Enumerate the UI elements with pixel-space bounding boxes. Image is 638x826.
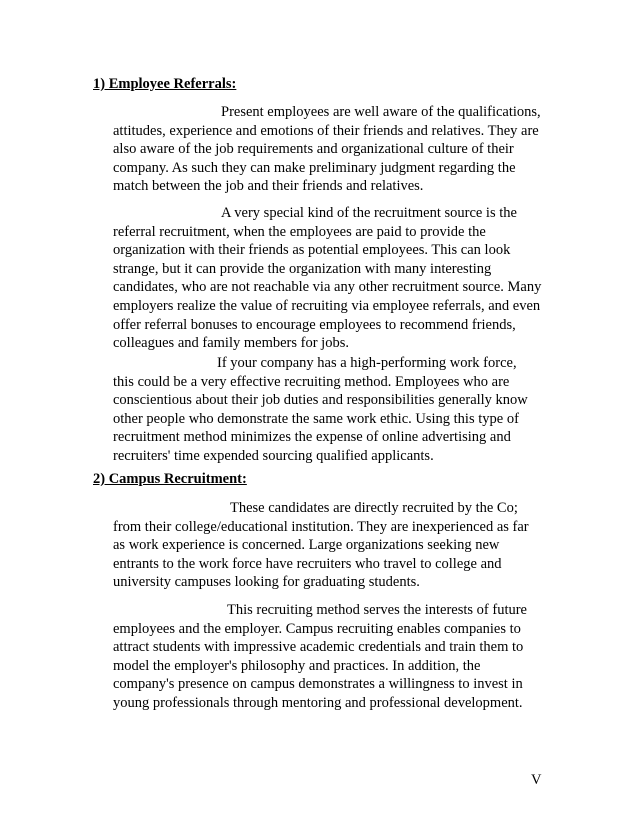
paragraph-campus-method — [113, 601, 553, 713]
text-line: If your company has a high-performing work force, — [217, 355, 517, 371]
text-line: recruitment method minimizes the expense of online advertising and — [113, 429, 511, 446]
text-line: These candidates are directly recruited by the Co; — [230, 500, 518, 516]
text-line: model the employer's philosophy and practices. In addition, the — [113, 657, 481, 674]
text-line: match between the job and their friends and relatives. — [113, 178, 424, 195]
paragraph-referral-recruitment — [113, 204, 553, 353]
paragraph-referrals-awareness — [113, 103, 553, 196]
text-line: This recruiting method serves the interests of future — [227, 602, 527, 618]
text-line: as work experience is concerned. Large organizations seeking new — [113, 537, 500, 554]
text-line: also aware of the job requirements and organizational culture of their — [113, 141, 514, 158]
text-line: candidates, who are not reachable via any other recruitment source. Many — [113, 279, 542, 296]
text-line: employees and the employer. Campus recruiting enables companies to — [113, 620, 521, 637]
text-line: this could be a very effective recruiting method. Employees who are — [113, 373, 510, 390]
text-line: other people who demonstrate the same work ethic. Using this type of — [113, 410, 519, 427]
text-line: employers realize the value of recruiting via employee referrals, and even — [113, 297, 541, 314]
text-line: young professionals through mentoring and professional development. — [113, 694, 523, 711]
text-line: attitudes, experience and emotions of their friends and relatives. They are — [113, 122, 539, 139]
text-line: conscientious about their job duties and responsibilities generally know — [113, 392, 528, 409]
text-line: company. As such they can make preliminary judgment regarding the — [113, 159, 516, 176]
text-line: strange, but it can provide the organization with many interesting — [113, 260, 492, 277]
text-line: Present employees are well aware of the qualifications, — [221, 104, 541, 120]
page-number: V — [531, 772, 542, 788]
text-line: company's presence on campus demonstrates a willingness to invest in — [113, 676, 523, 693]
text-line: colleagues and family members for jobs. — [113, 335, 349, 352]
text-line: attract students with impressive academic credentials and train them to — [113, 639, 524, 656]
text-line: organization with their friends as potential employees. This can look — [113, 242, 511, 259]
text-line: university campuses looking for graduating students. — [113, 574, 420, 591]
text-line: recruiters' time expended sourcing qualified applicants. — [113, 447, 434, 464]
section-heading-employee-referrals: 1) Employee Referrals: — [93, 76, 237, 92]
text-line: entrants to the work force have recruiters who travel to college and — [113, 555, 502, 572]
paragraph-campus-candidates — [113, 499, 553, 592]
text-line: referral recruitment, when the employees are paid to provide the — [113, 223, 486, 240]
text-line: from their college/educational institution. They are inexperienced as far — [113, 518, 529, 535]
text-line: offer referral bonuses to encourage employees to recommend friends, — [113, 316, 516, 333]
text-line: A very special kind of the recruitment source is the — [221, 205, 517, 221]
paragraph-high-performing-workforce — [113, 354, 553, 466]
section-heading-campus-recruitment: 2) Campus Recruitment: — [93, 471, 247, 487]
